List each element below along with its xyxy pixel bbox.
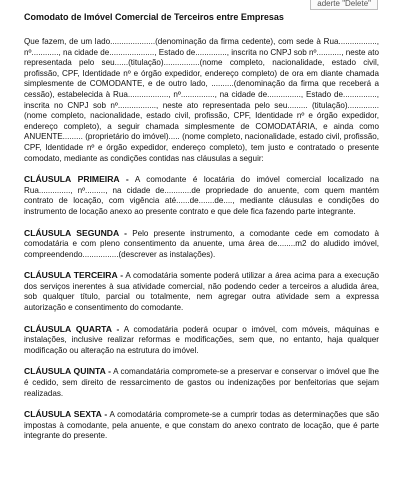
clause-title: CLÁUSULA QUARTA - <box>24 323 120 334</box>
clause-text: A comodante é locatária do imóvel comercial localizado na Rua.............., nº........., na cidade de............de propriedade do anuente, com quem mantém contrato de locação, com vigência até......de.......de...., mediante cláusulas e condições do instrumento de locação anexo ao presente contrato e que dele fica fazendo parte integrante. <box>24 175 380 216</box>
intro-paragraph: Que fazem, de um lado....................(denominação da firma cedente), com sede à Rua................., nº............, na cidade de...................., Estado de.............., inscrita no CNPJ sob nº..........., neste ato representada pelo seu......(titulação)................(nome completo, nacionalidade, estado civil, profissão, CPF, Identidade nº e órgão expedidor, endereço completo) de ora em diante chamada simplesmente de COMODANTE, e de outro lado, ..........(denominação da firma que receberá a cessão), estabelecida à Rua.................., nº..............., na cidade de..............., Estado de..............., inscrita no CNPJ sob nº................., neste ato representada pelo seu......... (titulação)..............(nome completo, nacionalidade, estado civil, profissão, CPF, Identidade nº e órgão expedidor, endereço completo), a seguir chamada simplesmente de COMODATÁRIA, e ainda como ANUENTE......... (proprietário do imóvel)..... (nome completo, nacionalidade, estado civil, profissão, CPF, Identidade nº e órgão expedidor, endereço completo), tem justo e contratado o presente comodato, mediante as condições contidas nas cláusulas a seguir: <box>24 37 380 163</box>
clause-title: CLÁUSULA TERCEIRA - <box>24 270 124 281</box>
clause-2 <box>24 228 379 261</box>
clause-title: CLÁUSULA SEGUNDA - <box>24 227 128 238</box>
document-page <box>24 12 379 452</box>
clause-title: CLÁUSULA QUINTA - <box>24 366 112 377</box>
clause-title: CLÁUSULA PRIMEIRA - <box>24 174 129 185</box>
delete-hint-tab: aderte "Delete" <box>310 0 378 10</box>
clause-text: A comodatária poderá ocupar o imóvel, com móveis, máquinas e instalações, inclusive realizar reformas e modificações, sem que, no entanto, haja qualquer modificação ou alteração na estrutura do imóvel. <box>24 324 379 355</box>
clause-text: A comodatária somente poderá utilizar a área acima para a execução dos serviços inerentes à sua atividade comercial, não podendo ceder a terceiros a aludida área, sob qualquer título, parcial ou totalmente, nem agregar outra atividade sem a expressa autorização e consentimento do comodante. <box>24 271 379 313</box>
clause-text: A comodatária compromete-se a cumprir todas as determinações que são impostas à comodante, pela anuente, e que constam do anexo contrato de locação, que é parte integrante do presente. <box>24 410 379 441</box>
clause-3 <box>24 270 379 313</box>
clause-text: Pelo presente instrumento, a comodante cede em comodato à comodatária e com pleno consentimento da anuente, uma área de........m2 do aludido imóvel, compreendendo................(descrever as instalações). <box>24 228 380 259</box>
document-title: Comodato de Imóvel Comercial de Terceiros entre Empresas <box>24 12 284 22</box>
clause-4 <box>24 324 379 357</box>
clause-text: A comandatária compromete-se a preservar e conservar o imóvel que lhe é cedido, sem direito de ressarcimento de gastos ou indenizações por benfeitorias que sejam realizadas. <box>24 367 379 398</box>
clause-title: CLÁUSULA SEXTA - <box>24 409 108 420</box>
clause-1 <box>24 174 379 217</box>
clause-6 <box>24 409 379 442</box>
clause-5 <box>24 366 379 399</box>
